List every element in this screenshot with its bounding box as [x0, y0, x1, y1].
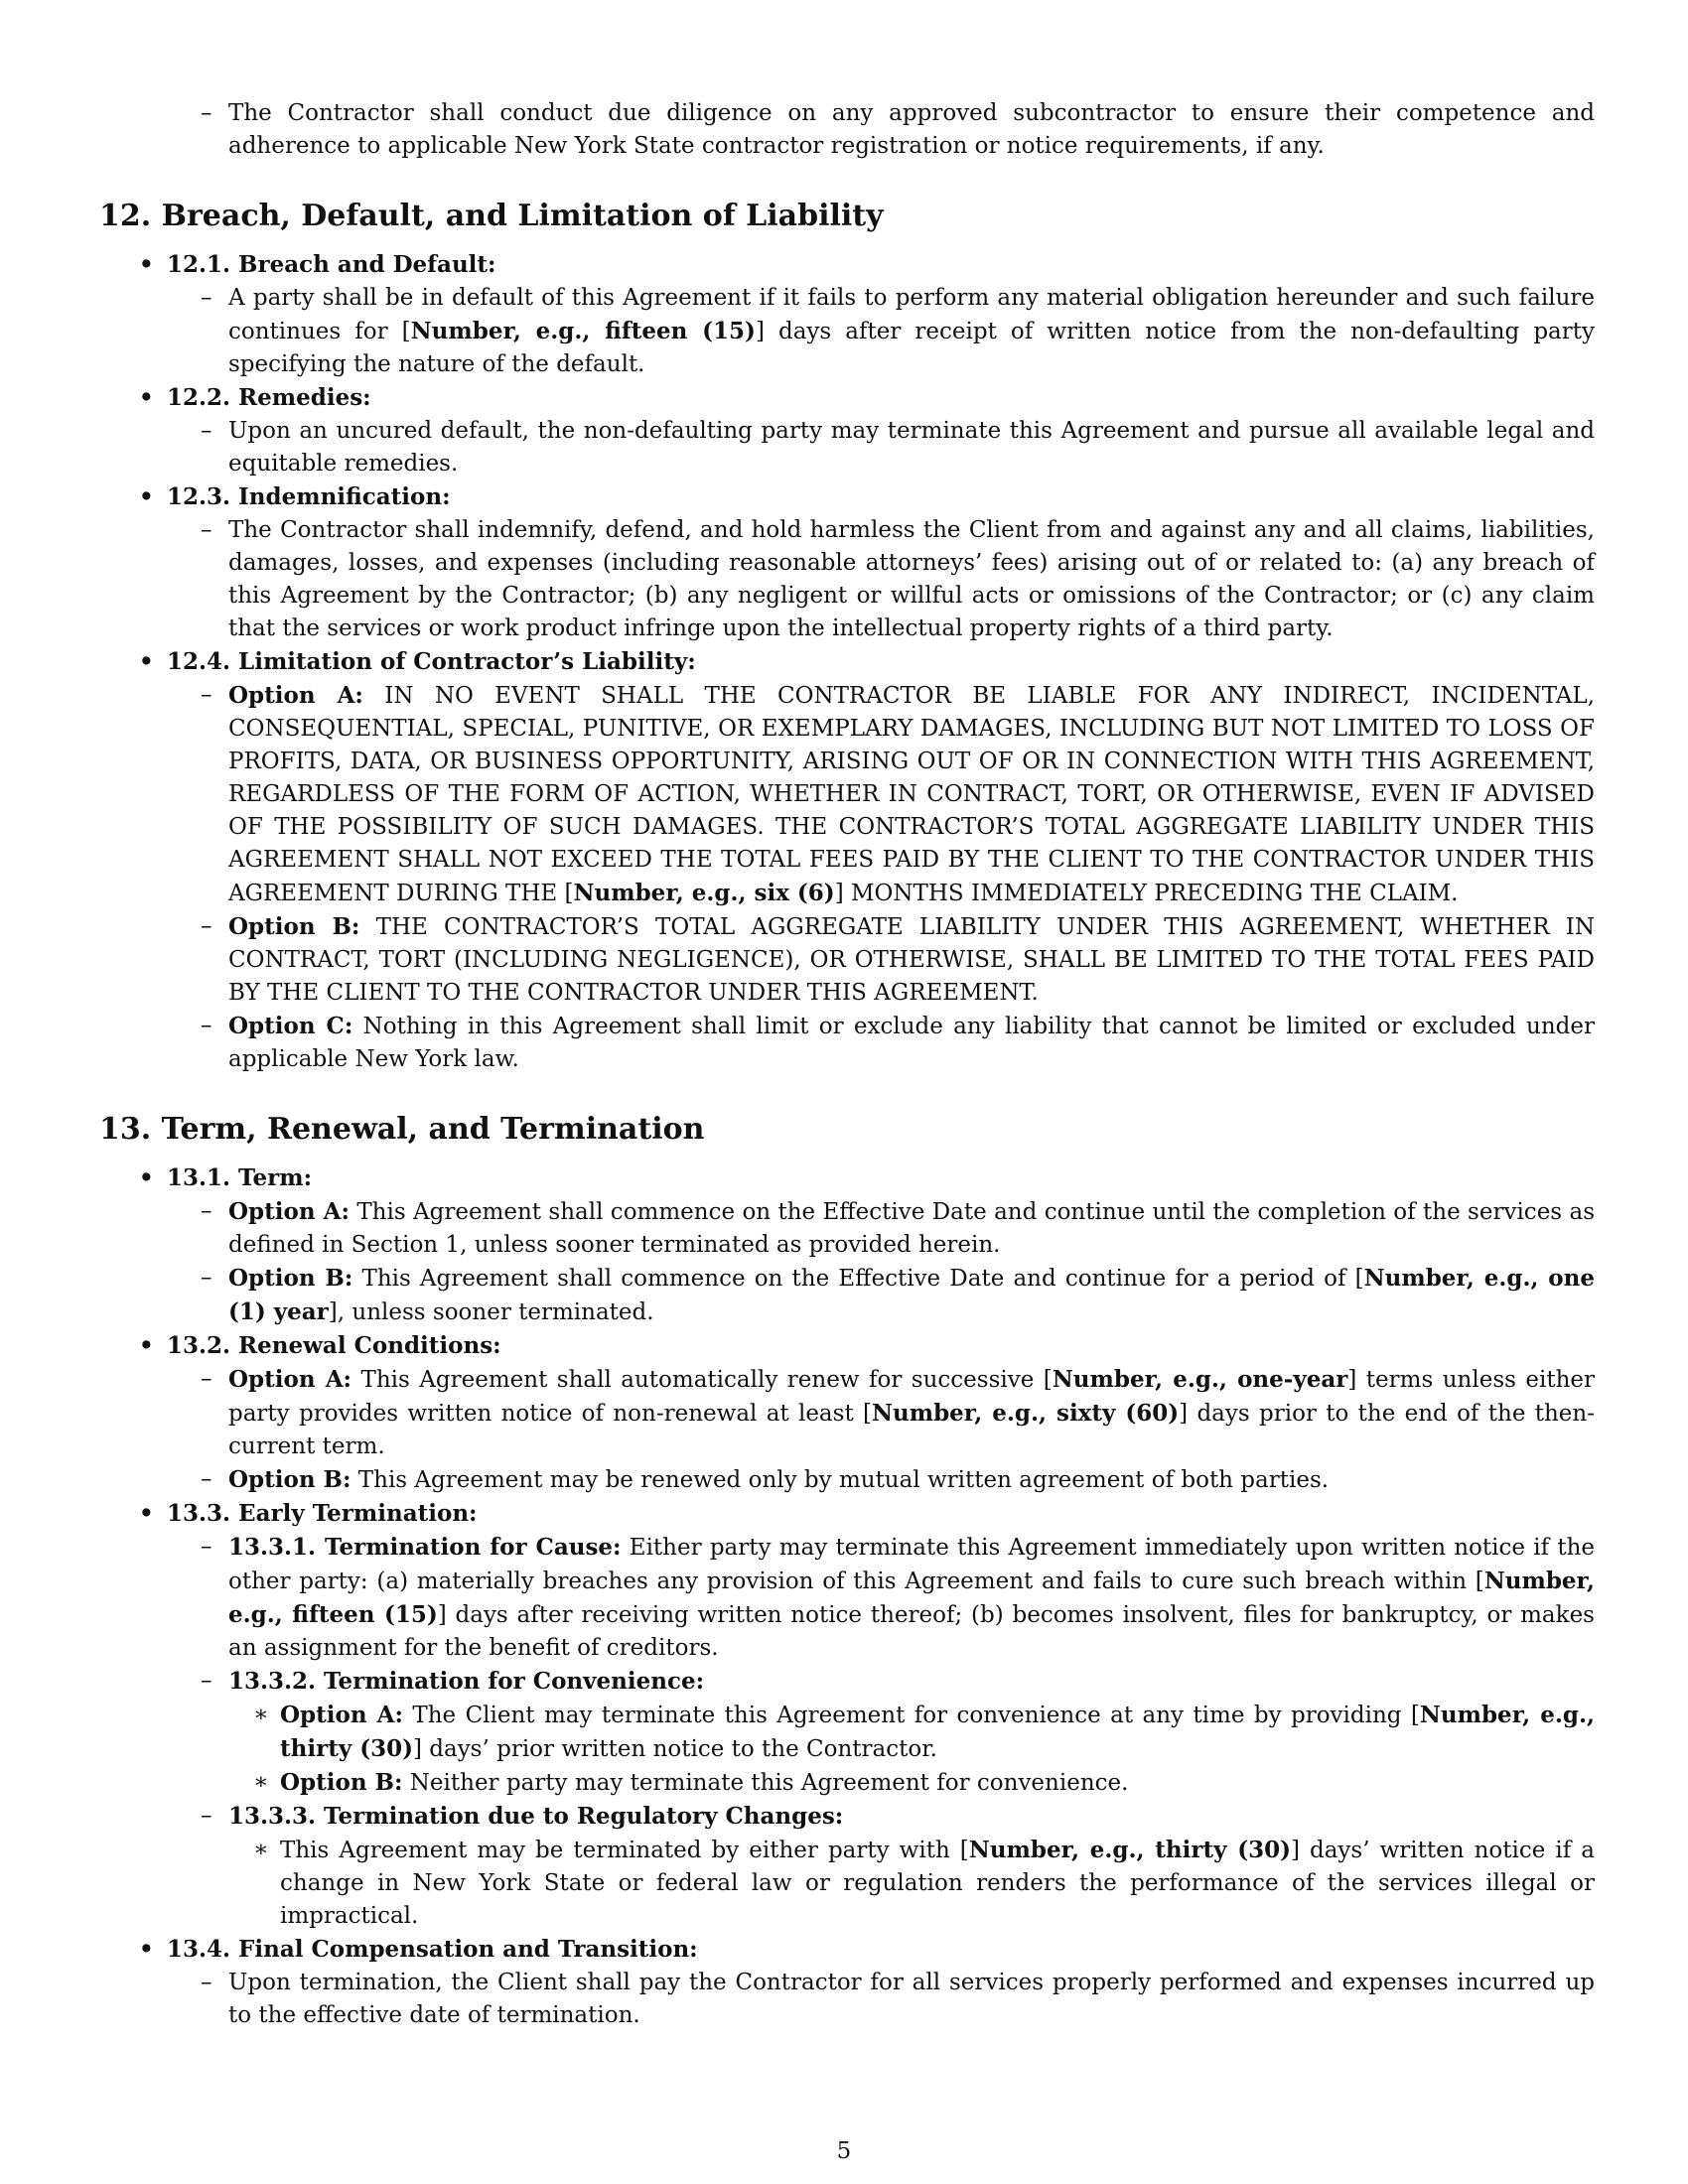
bullet-marker: • — [139, 648, 154, 675]
list-item — [99, 1531, 1595, 1665]
option-label: Option B: — [228, 1265, 353, 1292]
item-text: ] terms unless either party provides written notice of non-renewal at least [ — [228, 1367, 1596, 1427]
item-text: ] days after receiving written notice thereof; (b) becomes insolvent, files for bankruptcy, or makes an assignment for the benefit of creditors. — [228, 1602, 1595, 1661]
subclause-label: 13.3.1. Termination for Cause: — [228, 1534, 622, 1561]
clause-label: 13.3. Early Termination: — [167, 1500, 478, 1527]
star-marker: ∗ — [253, 1837, 269, 1862]
option-label: Option B: — [228, 913, 360, 940]
item-text: ] days’ prior written notice to the Contractor. — [412, 1736, 937, 1762]
item-text: The Contractor shall indemnify, defend, and hold harmless the Client from and against any and all claims, liabilities, damages, losses, and expenses (including reasonable attorneys’ fees) arising out of or related to: (a) any breach of this Agreement by the Contractor; (b) any negligent or willful acts or omissions of the Contractor; or (c) any claim that the services or work product infringe upon the intellectual property rights of a third party. — [228, 517, 1595, 641]
option-label: Option B: — [280, 1769, 403, 1796]
section-title: 12. Breach, Default, and Limitation of Liability — [99, 199, 884, 233]
star-marker: ∗ — [253, 1702, 269, 1727]
dash-marker: – — [201, 1013, 212, 1038]
bullet-marker: • — [139, 251, 154, 278]
list-item — [99, 910, 1595, 1010]
bullet-marker: • — [139, 1164, 154, 1191]
clause-label: 12.1. Breach and Default: — [167, 251, 496, 278]
section-13 — [99, 1110, 1595, 2032]
clause-13-2 — [99, 1329, 1595, 1363]
list-subitem — [99, 1766, 1595, 1800]
item-text: A party shall be in default of this Agreement if it fails to perform any material obligation hereunder and such failure continues for [ — [228, 285, 1595, 344]
list-item — [99, 1665, 1595, 1699]
clause-13-1 — [99, 1161, 1595, 1195]
placeholder-text: Number, e.g., thirty (30) — [280, 1702, 1595, 1762]
list-item — [99, 679, 1595, 910]
placeholder-text: Number, e.g., one-year — [1052, 1366, 1348, 1393]
page-number: 5 — [836, 2138, 852, 2164]
item-text: ] days’ written notice if a change in New York State or federal law or regulation renders the performance of the services illegal or impractical. — [280, 1838, 1595, 1929]
dash-marker: – — [201, 913, 212, 939]
item-text: The Client may terminate this Agreement for convenience at any time by providing [ — [402, 1703, 1420, 1728]
list-item — [99, 415, 1595, 480]
item-text: Nothing in this Agreement shall limit or exclude any liability that cannot be limited or excluded under applicable New York law. — [228, 1014, 1595, 1072]
option-label: Option A: — [228, 1366, 352, 1393]
placeholder-text: Number, e.g., thirty (30) — [968, 1837, 1291, 1863]
dash-marker: – — [201, 682, 212, 708]
bullet-marker: • — [139, 1936, 154, 1963]
option-label: Option A: — [280, 1702, 403, 1728]
subclause-label: 13.3.3. Termination due to Regulatory Changes: — [228, 1803, 844, 1830]
clause-label: 12.3. Indemnification: — [167, 483, 451, 510]
option-label: Option A: — [228, 1198, 350, 1225]
dash-marker: – — [201, 517, 212, 543]
dash-marker: – — [201, 1198, 212, 1224]
list-item — [99, 1463, 1595, 1497]
option-label: Option B: — [228, 1466, 352, 1493]
clause-12-1 — [99, 248, 1595, 282]
star-marker: ∗ — [253, 1769, 269, 1795]
bullet-marker: • — [139, 1332, 154, 1359]
clause-12-2 — [99, 381, 1595, 415]
item-text: Upon an uncured default, the non-defaulting party may terminate this Agreement and pursue all available legal and equitable remedies. — [228, 418, 1595, 477]
clause-13-3 — [99, 1497, 1595, 1531]
item-text: ], unless sooner terminated. — [328, 1299, 654, 1325]
dash-marker: – — [201, 285, 212, 311]
dash-marker: – — [201, 1534, 212, 1560]
item-text: This Agreement shall commence on the Effective Date and continue for a period of [ — [352, 1266, 1364, 1292]
placeholder-text: Number, e.g., sixty (60) — [871, 1400, 1180, 1427]
item-text: This Agreement shall commence on the Effective Date and continue until the completion of the services as defined in Section 1, unless sooner terminated as provided herein. — [228, 1199, 1595, 1258]
dash-marker: – — [201, 1265, 212, 1291]
clause-label: 13.4. Final Compensation and Transition: — [167, 1936, 698, 1963]
clause-label: 13.1. Term: — [167, 1164, 313, 1191]
item-text: Upon termination, the Client shall pay the Contractor for all services properly performed and expenses incurred up to the effective date of termination. — [228, 1970, 1595, 2028]
list-subitem — [99, 1834, 1595, 1933]
document-page — [99, 97, 1595, 2032]
dash-marker: – — [201, 1970, 212, 1995]
list-item — [99, 1195, 1595, 1262]
list-item — [99, 1800, 1595, 1834]
clause-12-3 — [99, 480, 1595, 514]
bullet-marker: • — [139, 384, 154, 411]
item-text: ] days after receipt of written notice from the non-defaulting party specifying the nature of the default. — [228, 319, 1595, 377]
clause-label: 12.4. Limitation of Contractor’s Liability: — [167, 648, 696, 675]
item-text: ] MONTHS IMMEDIATELY PRECEDING THE CLAIM. — [834, 881, 1459, 906]
item-text: This Agreement shall automatically renew for successive [ — [352, 1367, 1053, 1393]
placeholder-text: Number, e.g., six (6) — [573, 880, 835, 906]
dash-marker: – — [201, 1466, 212, 1492]
clause-12-4 — [99, 645, 1595, 679]
list-item — [99, 1363, 1595, 1463]
bullet-marker: • — [139, 483, 154, 510]
subclause-label: 13.3.2. Termination for Convenience: — [228, 1668, 705, 1695]
option-label: Option C: — [228, 1013, 353, 1039]
item-text: Either party may terminate this Agreement immediately upon written notice if the other party: (a) materially breaches any provision of this Agreement and fails to cure such breach within [ — [228, 1535, 1596, 1594]
list-item — [99, 1010, 1595, 1076]
section-12 — [99, 197, 1595, 1076]
dash-marker: – — [201, 1803, 212, 1829]
item-text: ] days prior to the end of the then-current term. — [228, 1401, 1595, 1459]
clause-label: 12.2. Remedies: — [167, 384, 371, 411]
placeholder-text: Number, e.g., fifteen (15) — [228, 1568, 1595, 1628]
placeholder-text: Number, e.g., fifteen (15) — [410, 318, 756, 344]
dash-marker: – — [201, 1668, 212, 1694]
list-subitem — [99, 1699, 1595, 1766]
list-item — [99, 1262, 1595, 1329]
option-label: Option A: — [228, 682, 363, 709]
item-text: IN NO EVENT SHALL THE CONTRACTOR BE LIABLE FOR ANY INDIRECT, INCIDENTAL, CONSEQUENTIAL, SPECIAL, PUNITIVE, OR EXEMPLARY DAMAGES, INCLUDING BUT NOT LIMITED TO LOSS OF PROFITS, DATA, OR BUSINESS OPPORTUNITY, ARISING OUT OF OR IN CONNECTION WITH THIS AGREEMENT, REGARDLESS OF THE FORM OF ACTION, WHETHER IN CONTRACT, TORT, OR OTHERWISE, EVEN IF ADVISED OF THE POSSIBILITY OF SUCH DAMAGES. THE CONTRACTOR’S TOTAL AGGREGATE LIABILITY UNDER THIS AGREEMENT SHALL NOT EXCEED THE TOTAL FEES PAID BY THE CLIENT TO THE CONTRACTOR UNDER THIS AGREEMENT DURING THE [ — [228, 683, 1595, 906]
placeholder-text: Number, e.g., one (1) year — [228, 1265, 1595, 1325]
list-item — [99, 97, 1595, 163]
item-text: This Agreement may be terminated by either party with [ — [280, 1838, 969, 1863]
dash-marker: – — [201, 1366, 212, 1392]
clause-label: 13.2. Renewal Conditions: — [167, 1332, 501, 1359]
section-title: 13. Term, Renewal, and Termination — [99, 1112, 705, 1147]
item-text: Neither party may terminate this Agreement for convenience. — [402, 1770, 1129, 1796]
clause-13-4 — [99, 1933, 1595, 1967]
dash-marker: – — [201, 418, 212, 444]
bullet-marker: • — [139, 1500, 154, 1527]
item-text: The Contractor shall conduct due diligence on any approved subcontractor to ensure their competence and adherence to applicable New York State contractor registration or notice requirements, if any. — [228, 100, 1595, 159]
dash-marker: – — [201, 100, 212, 126]
list-item — [99, 1967, 1595, 2032]
list-item — [99, 514, 1595, 645]
item-text: This Agreement may be renewed only by mutual written agreement of both parties. — [351, 1467, 1330, 1493]
item-text: THE CONTRACTOR’S TOTAL AGGREGATE LIABILITY UNDER THIS AGREEMENT, WHETHER IN CONTRACT, TORT (INCLUDING NEGLIGENCE), OR OTHERWISE, SHALL BE LIMITED TO THE TOTAL FEES PAID BY THE CLIENT TO THE CONTRACTOR UNDER THIS AGREEMENT. — [228, 914, 1595, 1006]
list-item — [99, 282, 1595, 381]
